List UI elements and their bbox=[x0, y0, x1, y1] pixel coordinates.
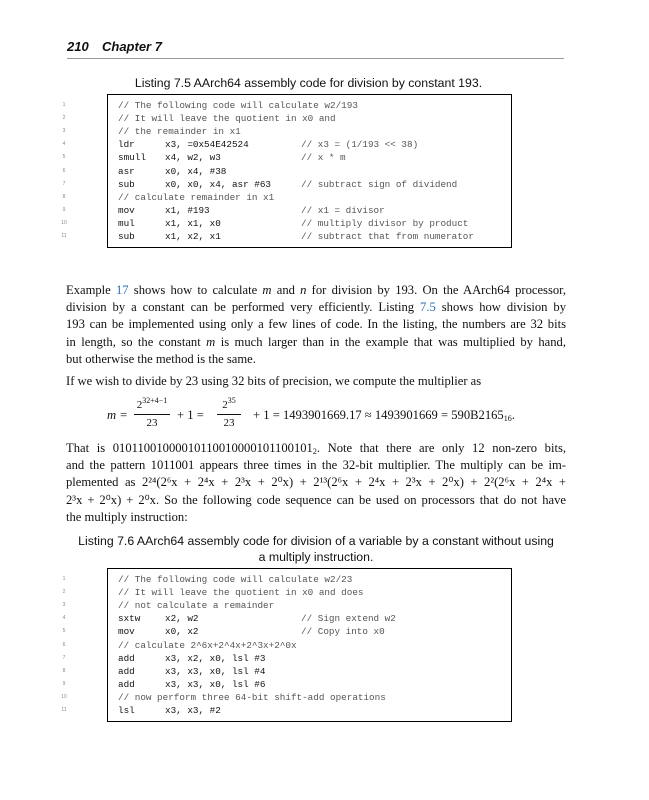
page-number: 210 bbox=[67, 39, 89, 54]
code-mnemonic: add bbox=[118, 678, 135, 690]
code-operands: x0, x2 bbox=[165, 626, 199, 638]
paragraph-1 bbox=[66, 282, 566, 368]
code-operands: x3, x3, x0, lsl #4 bbox=[165, 665, 266, 677]
line-number: 10 bbox=[61, 219, 67, 226]
paragraph-3-line: the multiply instruction: bbox=[66, 509, 188, 524]
code-mnemonic: add bbox=[118, 665, 135, 677]
code-mnemonic: // calculate 2^6x+2^4x+2^3x+2^0x bbox=[118, 639, 297, 651]
line-number: 6 bbox=[62, 641, 66, 648]
code-mnemonic: // not calculate a remainder bbox=[118, 600, 275, 612]
paragraph-3 bbox=[66, 440, 566, 526]
code-mnemonic: mul bbox=[118, 217, 135, 229]
listing-7-5-caption: Listing 7.5 AArch64 assembly code for division by constant 193. bbox=[134, 76, 483, 90]
line-number: 7 bbox=[62, 180, 66, 187]
line-number: 11 bbox=[61, 233, 67, 239]
code-mnemonic: // now perform three 64-bit shift-add operations bbox=[118, 691, 386, 703]
listing-7-6-caption bbox=[66, 533, 566, 565]
paragraph-3-line: 2³x + 2⁰x) + 2⁰x. So the following code sequence can be used on processors that do not have bbox=[66, 492, 566, 507]
code-mnemonic: // It will leave the quotient in x0 and does bbox=[118, 587, 364, 599]
code-mnemonic: // the remainder in x1 bbox=[118, 126, 241, 138]
equation-rhs: + $1 = 1493901669.17 \approx 1493901669 = 590B2165_{16}$. bbox=[253, 408, 515, 423]
listing-7-6-caption-line-1: Listing 7.6 AArch64 assembly code for division of a variable by a constant without using bbox=[78, 534, 554, 548]
paragraph-1-line: division by a constant can be performed very efficiently. Listing 7.5 shows how division by bbox=[66, 300, 566, 315]
code-operands: x4, w2, w3 bbox=[165, 152, 221, 164]
listing-7-6-caption-line-2: a multiply instruction. bbox=[258, 550, 374, 564]
paragraph-1-line: but otherwise the method is the same. bbox=[66, 351, 256, 366]
listing-7-5-code-box bbox=[107, 94, 512, 248]
chapter-title: Chapter 7 bbox=[102, 39, 162, 54]
line-number: 5 bbox=[62, 628, 66, 635]
line-number: 3 bbox=[62, 602, 66, 609]
code-comment: // x3 = (1/193 << 38) bbox=[301, 139, 419, 151]
code-operands: x3, x3, #2 bbox=[165, 705, 221, 716]
code-comment: // subtract that from numerator bbox=[301, 231, 474, 242]
code-mnemonic: mov bbox=[118, 626, 135, 638]
paragraph-3-line: and the pattern 1011001 appears three times in the 32-bit multiplier. The multiply can be im- bbox=[66, 458, 566, 473]
line-number: 5 bbox=[62, 154, 66, 161]
paragraph-1-line: Example 17 shows how to calculate m and n for division by 193. On the AArch64 processor, bbox=[66, 283, 566, 297]
paragraph-2-line: If we wish to divide by 23 using 32 bits of precision, we compute the multiplier as bbox=[66, 374, 482, 388]
line-number: 3 bbox=[62, 128, 66, 135]
line-number: 7 bbox=[62, 654, 66, 661]
code-mnemonic: // The following code will calculate w2/23 bbox=[118, 574, 353, 585]
paragraph-2 bbox=[66, 373, 566, 390]
code-mnemonic: lsl bbox=[118, 705, 135, 716]
page-header bbox=[67, 38, 564, 59]
code-mnemonic: add bbox=[118, 652, 135, 664]
line-number: 9 bbox=[62, 680, 66, 687]
listing-7-5-link[interactable]: 7.5 bbox=[420, 300, 436, 315]
code-operands: x1, #193 bbox=[165, 204, 210, 216]
line-number: 2 bbox=[62, 115, 66, 122]
code-mnemonic: ldr bbox=[118, 139, 135, 151]
line-number: 9 bbox=[62, 206, 66, 213]
line-number: 11 bbox=[61, 707, 67, 713]
code-operands: x3, x2, x0, lsl #3 bbox=[165, 652, 266, 664]
code-mnemonic: mov bbox=[118, 204, 135, 216]
fraction-2-numerator: $2^{35}$ bbox=[222, 396, 236, 411]
paragraph-1-line: in length, so the constant m is much larger than in the example that was multiplied by hand, bbox=[66, 334, 566, 349]
line-number: 8 bbox=[62, 667, 66, 674]
line-number: 4 bbox=[62, 141, 66, 148]
line-number: 6 bbox=[62, 167, 66, 174]
paragraph-3-line: That is $01011001000010110010000101100101_2$. Note that there are only 12 non-zero bits, bbox=[66, 441, 567, 456]
code-comment: // Sign extend w2 bbox=[301, 613, 396, 625]
paragraph-3-line: plemented as 2²⁴(2⁶x + 2⁴x + 2³x + 2⁰x) + 2¹³(2⁶x + 2⁴x + 2³x + 2⁰x) + 2²(2⁶x + 2⁴x + bbox=[66, 475, 566, 490]
code-mnemonic: // It will leave the quotient in x0 and bbox=[118, 113, 336, 125]
line-number: 4 bbox=[62, 615, 66, 622]
example-17-link[interactable]: 17 bbox=[115, 283, 129, 297]
code-mnemonic: asr bbox=[118, 165, 135, 177]
fraction-1-denominator: 23 bbox=[146, 417, 158, 429]
code-operands: x0, x0, x4, asr #63 bbox=[165, 178, 272, 190]
fraction-1-bar bbox=[134, 414, 170, 415]
code-mnemonic: sub bbox=[118, 178, 135, 190]
line-number: 10 bbox=[61, 693, 67, 700]
equation-lhs: m = bbox=[107, 408, 128, 422]
paragraph-1-line: 193 can be implemented using only a few lines of code. In the listing, the numbers are 32 bits bbox=[66, 317, 566, 332]
code-comment: // subtract sign of dividend bbox=[301, 178, 458, 190]
code-mnemonic: sub bbox=[118, 231, 135, 242]
fraction-2-bar bbox=[217, 414, 241, 415]
code-mnemonic: smull bbox=[118, 152, 146, 164]
line-number: 1 bbox=[62, 102, 66, 108]
code-comment: // x1 = divisor bbox=[301, 204, 385, 216]
line-number: 1 bbox=[62, 576, 66, 582]
fraction-2-denominator: 23 bbox=[223, 417, 235, 429]
code-mnemonic: // The following code will calculate w2/193 bbox=[118, 100, 358, 111]
code-comment: // x * m bbox=[301, 152, 346, 164]
code-comment: // multiply divisor by product bbox=[301, 217, 469, 229]
line-number: 2 bbox=[62, 589, 66, 596]
code-operands: x3, =0x54E42524 bbox=[165, 139, 249, 151]
code-operands: x1, x1, x0 bbox=[165, 217, 221, 229]
listing-7-6-code-box bbox=[107, 568, 512, 722]
code-operands: x2, w2 bbox=[165, 613, 199, 625]
code-operands: x0, x4, #38 bbox=[165, 165, 227, 177]
fraction-1-numerator: $2^{32+4-1}$ bbox=[136, 396, 168, 411]
code-operands: x1, x2, x1 bbox=[165, 231, 221, 242]
code-operands: x3, x3, x0, lsl #6 bbox=[165, 678, 266, 690]
code-mnemonic: // calculate remainder in x1 bbox=[118, 191, 275, 203]
code-comment: // Copy into x0 bbox=[301, 626, 385, 638]
equation-plus-1: + 1 = bbox=[177, 408, 204, 422]
line-number: 8 bbox=[62, 193, 66, 200]
code-mnemonic: sxtw bbox=[118, 613, 141, 625]
